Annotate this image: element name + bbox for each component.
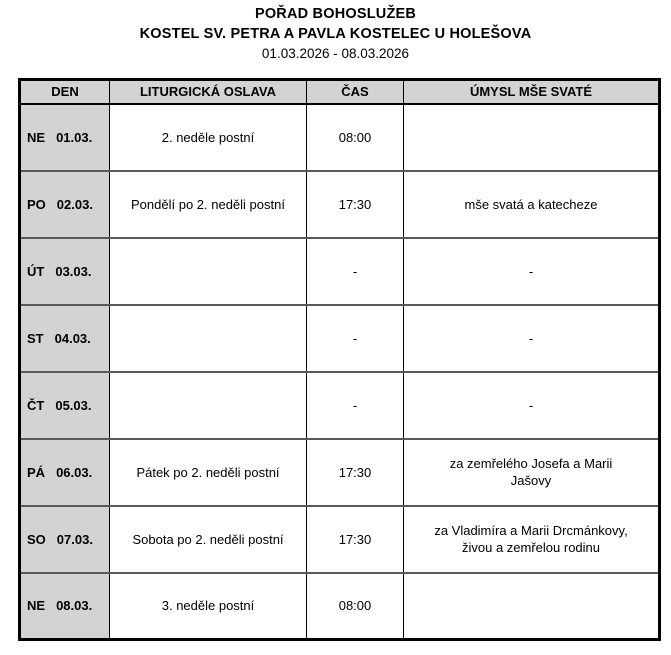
time-cell: - bbox=[307, 305, 404, 372]
time-cell: 17:30 bbox=[307, 506, 404, 573]
table-row bbox=[20, 372, 660, 439]
intention-cell: mše svatá a katecheze bbox=[404, 171, 660, 238]
day-abbrev: ČT bbox=[27, 397, 45, 413]
celebration-cell: Pátek po 2. neděli postní bbox=[110, 439, 307, 506]
intention-cell bbox=[404, 573, 660, 640]
day-abbrev: PÁ bbox=[27, 464, 46, 480]
day-cell bbox=[20, 104, 110, 171]
day-cell bbox=[20, 439, 110, 506]
celebration-cell: 2. neděle postní bbox=[110, 104, 307, 171]
day-abbrev: ÚT bbox=[27, 263, 45, 279]
table-header-row bbox=[20, 80, 660, 104]
intention-cell: - bbox=[404, 372, 660, 439]
celebration-cell bbox=[110, 238, 307, 305]
table-row bbox=[20, 104, 660, 171]
table-row bbox=[20, 238, 660, 305]
day-cell bbox=[20, 238, 110, 305]
day-date: 02.03. bbox=[56, 196, 93, 212]
time-cell: 08:00 bbox=[307, 104, 404, 171]
day-abbrev: NE bbox=[27, 129, 46, 145]
celebration-cell: 3. neděle postní bbox=[110, 573, 307, 640]
table-row bbox=[20, 506, 660, 573]
day-cell bbox=[20, 305, 110, 372]
schedule-table bbox=[18, 78, 661, 641]
intention-cell bbox=[404, 104, 660, 171]
day-date: 05.03. bbox=[55, 397, 92, 413]
intention-cell: - bbox=[404, 305, 660, 372]
day-cell bbox=[20, 372, 110, 439]
day-date: 03.03. bbox=[55, 263, 92, 279]
column-header-cas: ČAS bbox=[307, 80, 404, 104]
time-cell: 08:00 bbox=[307, 573, 404, 640]
document-title: POŘAD BOHOSLUŽEB bbox=[254, 6, 417, 22]
time-cell: - bbox=[307, 372, 404, 439]
day-date: 06.03. bbox=[56, 464, 93, 480]
day-abbrev: ST bbox=[27, 330, 44, 346]
day-cell bbox=[20, 506, 110, 573]
document-header bbox=[0, 0, 671, 64]
day-date: 01.03. bbox=[56, 129, 93, 145]
table-row bbox=[20, 171, 660, 238]
table-row bbox=[20, 573, 660, 640]
intention-cell: za Vladimíra a Marii Drcmánkovy, živou a zemřelou rodinu bbox=[404, 506, 660, 573]
column-header-liturgicka-oslava: LITURGICKÁ OSLAVA bbox=[110, 80, 307, 104]
table-row bbox=[20, 305, 660, 372]
time-cell: 17:30 bbox=[307, 439, 404, 506]
celebration-cell: Sobota po 2. neděli postní bbox=[110, 506, 307, 573]
intention-cell: za zemřelého Josefa a Marii Jašovy bbox=[404, 439, 660, 506]
time-cell: - bbox=[307, 238, 404, 305]
celebration-cell bbox=[110, 372, 307, 439]
day-date: 08.03. bbox=[56, 598, 93, 614]
day-cell bbox=[20, 573, 110, 640]
day-date: 07.03. bbox=[56, 531, 93, 547]
document-subtitle: KOSTEL SV. PETRA A PAVLA KOSTELEC U HOLEŠOVA bbox=[139, 26, 532, 42]
day-cell bbox=[20, 171, 110, 238]
day-date: 04.03. bbox=[54, 330, 91, 346]
intention-cell: - bbox=[404, 238, 660, 305]
column-header-den: DEN bbox=[20, 80, 110, 104]
celebration-cell: Pondělí po 2. neděli postní bbox=[110, 171, 307, 238]
column-header-umysl-mse-svate: ÚMYSL MŠE SVATÉ bbox=[404, 80, 660, 104]
day-abbrev: NE bbox=[27, 598, 46, 614]
day-abbrev: SO bbox=[27, 531, 46, 547]
time-cell: 17:30 bbox=[307, 171, 404, 238]
day-abbrev: PO bbox=[27, 196, 46, 212]
date-range: 01.03.2026 - 08.03.2026 bbox=[261, 46, 410, 61]
celebration-cell bbox=[110, 305, 307, 372]
table-row bbox=[20, 439, 660, 506]
